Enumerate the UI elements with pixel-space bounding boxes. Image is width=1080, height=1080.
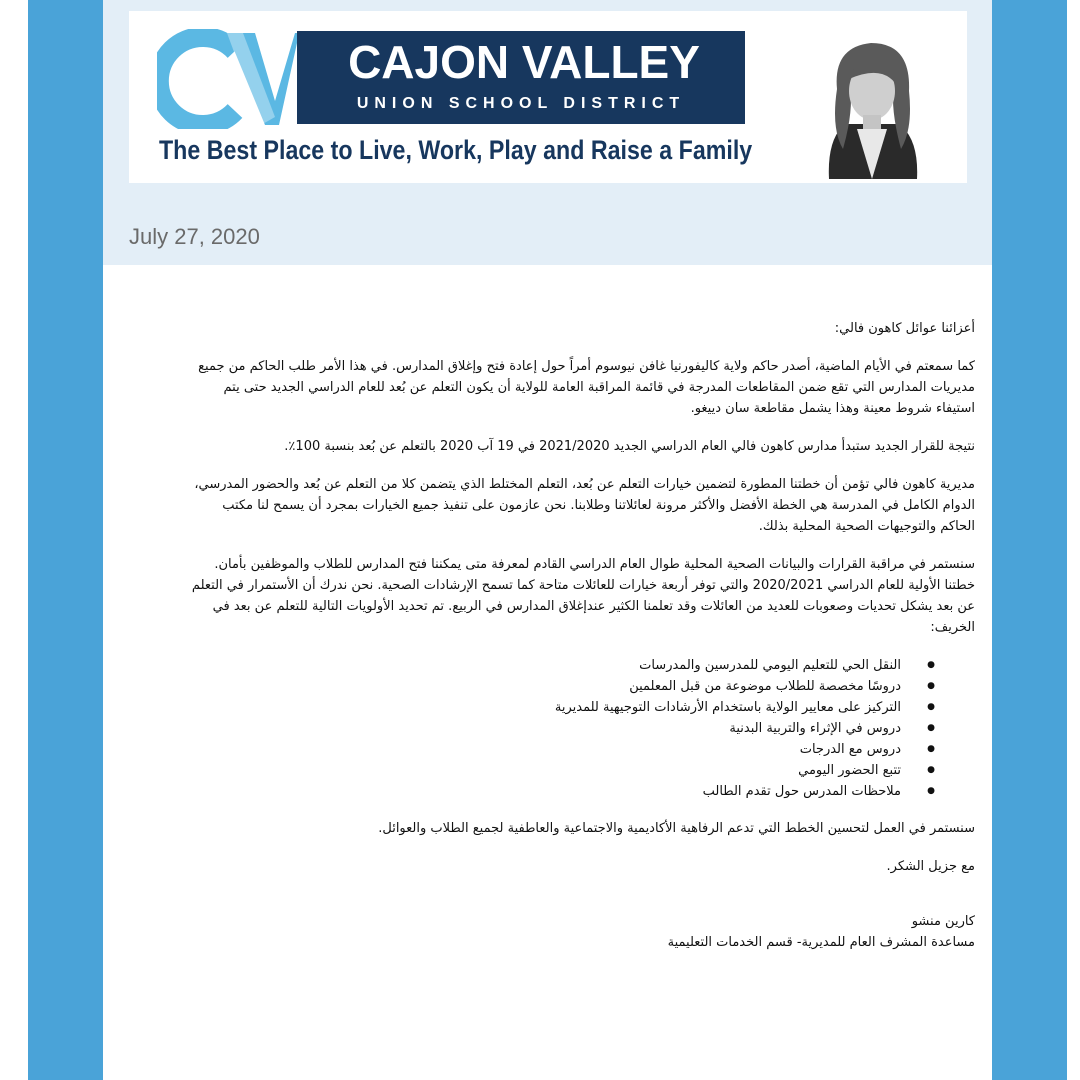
letter-body xyxy=(185,318,975,953)
signer-title: مساعدة المشرف العام للمديرية- قسم الخدمات التعليمية xyxy=(667,935,975,950)
letter-paragraph: نتيجة للقرار الجديد ستبدأ مدارس كاهون فالي العام الدراسي الجديد 2021/2020 في 19 آب 2020 بالتعلم عن بُعد بنسبة 100٪. xyxy=(284,439,975,454)
district-tagline: The Best Place to Live, Work, Play and Raise a Family xyxy=(159,135,753,165)
thanks-line: مع جزيل الشكر. xyxy=(886,859,975,874)
list-item: ● النقل الحي للتعليم اليومي للمدرسين والمدرسات xyxy=(185,655,935,676)
letter-page xyxy=(103,0,992,1080)
closing-paragraph: سنستمر في العمل لتحسين الخطط التي تدعم الرفاهية الأكاديمية والاجتماعية والعاطفية لجميع الطلاب والعوائل. xyxy=(378,821,975,836)
letter-paragraph: كما سمعتم في الأيام الماضية، أصدر حاكم ولاية كاليفورنيا غافن نيوسوم أمراً حول إعادة فتح وإغلاق المدارس. في هذا الأمر طلب الحاكم من جميع مديريات المدارس التي تقع ضمن المقاطعات المدرجة في قائمة المراقبة العامة للولاية أن يكون التعلم عن بُعد للعام الدراسي الجديد حتى يتم استيفاء شروط معينة وهذا يشمل مقاطعة سان دييغو. xyxy=(198,359,975,416)
list-item: ● دروسًا مخصصة للطلاب موضوعة من قبل المعلمين xyxy=(185,676,935,697)
header-band xyxy=(103,0,992,265)
outer-margin-left xyxy=(0,0,28,1080)
page-border-right xyxy=(992,0,1067,1080)
letter-date: July 27, 2020 xyxy=(129,224,260,249)
list-item: ● دروس مع الدرجات xyxy=(185,739,935,760)
list-item: ● تتبع الحضور اليومي xyxy=(185,760,935,781)
list-item: ● ملاحظات المدرس حول تقدم الطالب xyxy=(185,781,935,802)
page-border-left xyxy=(28,0,103,1080)
signer-name: كارين منشو xyxy=(911,914,975,929)
list-item: ● التركيز على معايير الولاية باستخدام الأرشادات التوجيهية للمديرية xyxy=(185,697,935,718)
logo-subtitle: UNION SCHOOL DISTRICT xyxy=(356,95,686,112)
logo-title: CAJON VALLEY xyxy=(348,36,700,88)
portrait-photo xyxy=(797,29,947,181)
letter-paragraph: مديرية كاهون فالي تؤمن أن خطتنا المطورة لتضمين خيارات التعلم عن بُعد، التعلم المختلط الذي يتضمن كلا من التعلم عن بُعد والحضور المدرسي، الدوام الكامل في المدرسة هي الخطة الأفضل والأكثر مرونة لعائلاتنا وطلابنا. نحن عازمون على تنفيذ جميع الخيارات بمجرد أن يسمح لنا مكتب الحاكم والتوجيهات الصحية المحلية بذلك. xyxy=(194,477,975,534)
priorities-list xyxy=(185,655,975,802)
signature-block xyxy=(185,911,975,953)
letter-paragraph: سنستمر في مراقبة القرارات والبيانات الصحية المحلية طوال العام الدراسي القادم لمعرفة متى يمكننا فتح المدارس للطلاب والموظفين بأمان. خطتنا الأولية للعام الدراسي 2020/2021 والتي توفر أربعة خيارات للعائلات متاحة كما تسمح الإرشادات الصحية. نحن ندرك أن الأستمرار في التعلم عن بعد يشكل تحديات وصعوبات للعديد من العائلات وقد تعلمنا الكثير عندإغلاق المدارس في الربيع. تم تحديد الأولويات التالية للتعلم عن بعد في الخريف: xyxy=(191,557,975,635)
letter-greeting: أعزائنا عوائل كاهون فالي: xyxy=(834,321,975,336)
list-item: ● دروس في الإثراء والتربية البدنية xyxy=(185,718,935,739)
cv-logo-icon xyxy=(157,29,297,129)
district-banner xyxy=(129,11,967,183)
outer-margin-right xyxy=(1067,0,1080,1080)
logo-wordmark xyxy=(297,31,745,124)
